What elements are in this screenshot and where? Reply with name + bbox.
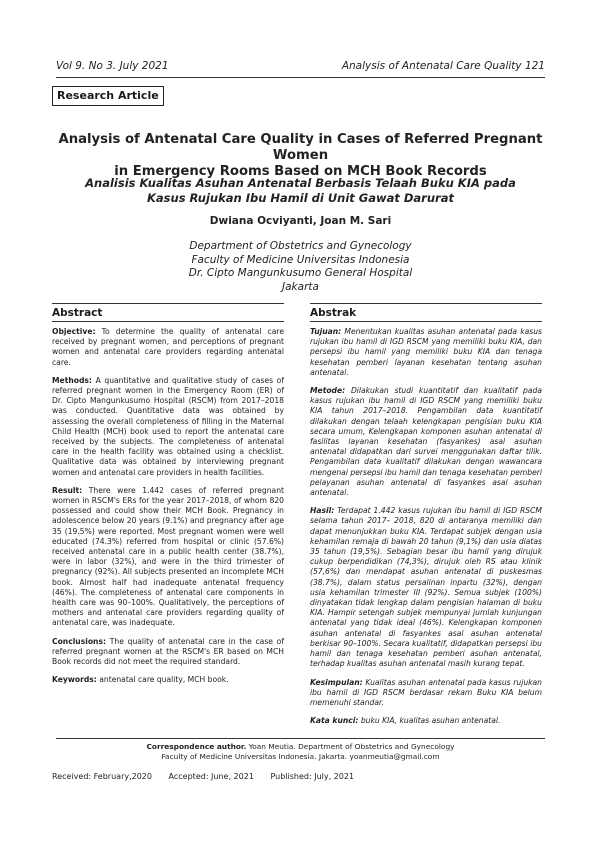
section-text: Terdapat 1.442 kasus rujukan ibu hamil di IGD RSCM selama tahun 2017– 2018, 820 di antaranya memiliki dan dapat menunjukkan buku KIA. Terdapat subjek dengan usia kehamilan remaja di bawah 20 tahun (9,1%) dan usia diatas 35 tahun (19,5%). Sebagian besar ibu hamil yang dirujuk cukup berpendidikan (74,3%), dirujuk oleh RS atau klinik (57,6%) dan mendapat asuhan antenatal di puskesmas (38.7%), dalam status persalinan inpartu (32%), dengan usia kehamilan trimester III (92%). Semua subjek (100%) dinyatakan tidak lengkap dalam pengisian halaman di buku KIA. Hampir setengah subjek mempunyai jumlah kunjungan antenatal yang tidak ideal (46%). Kelengkapan komponen asuhan antenatal di fasyankes asal asuhan antenatal berkisar 90–100%. Secara kualitatif, didapatkan persepsi ibu hamil dan tenaga kesehatan pemberi asuhan antenatal, terhadap kualitas asuhan antenatal masih kurang tepat. — [310, 506, 542, 669]
article-type-badge: Research Article — [52, 86, 164, 106]
section-label: Objective: — [52, 327, 96, 336]
correspondence-line: Faculty of Medicine Universitas Indonesia. Jakarta. yoanmeutia@gmail.com — [161, 752, 440, 761]
section-text: To determine the quality of antenatal care received by pregnant women, and perceptions of pregnant women and antenatal care providers regarding antenatal care. — [52, 327, 284, 367]
abstrak-kesimpulan — [310, 678, 542, 709]
section-label: Tujuan: — [310, 327, 342, 336]
section-text: buku KIA, kualitas asuhan antenatal. — [360, 716, 501, 726]
abstract-methods — [52, 376, 284, 478]
abstrak-heading: Abstrak — [310, 307, 357, 319]
abstract-objective — [52, 327, 284, 368]
section-label: Hasil: — [310, 506, 335, 516]
footer-divider — [56, 738, 545, 739]
affiliation-line: Jakarta — [282, 280, 319, 293]
section-text: Menentukan kualitas asuhan antenatal pada kasus rujukan ibu hamil di IGD RSCM yang memiliki buku KIA, dan persepsi ibu hamil yang memiliki buku KIA dan tenaga kesehatan pemberi layanan kesehatan tentang asuhan antenatal. — [310, 327, 542, 377]
header-divider — [56, 77, 545, 78]
abstrak-heading-rule — [310, 321, 542, 322]
subtitle-line: Kasus Rujukan Ibu Hamil di Unit Gawat Darurat — [147, 191, 454, 205]
publication-dates — [52, 772, 452, 781]
section-label: Kata kunci: — [310, 716, 359, 726]
correspondence-label: Correspondence author. — [146, 742, 247, 751]
abstrak-hasil — [310, 506, 542, 669]
section-label: Conclusions: — [52, 636, 107, 646]
section-label: Kesimpulan: — [310, 677, 363, 687]
abstrak-tujuan — [310, 327, 542, 378]
running-title-page: Analysis of Antenatal Care Quality 121 — [341, 60, 545, 72]
section-label: Methods: — [52, 375, 92, 385]
correspondence-text: Yoan Meutia. Department of Obstetrics and Gynecology — [248, 742, 455, 751]
received-date: Received: February,2020 — [52, 772, 152, 781]
abstract-heading: Abstract — [52, 307, 103, 319]
published-date: Published: July, 2021 — [270, 772, 355, 781]
article-title — [56, 132, 545, 180]
section-text: Dilakukan studi kuantitatif dan kualitatif pada kasus rujukan ibu hamil di IGD RSCM yang memiliki buku KIA tahun 2017–2018. Pengambilan data kuantitatif dilakukan dengan telaah kelengkapan pengisian buku KIA secara umum, Kelengkapan komponen asuhan antenatal di fasilitas layanan kesehatan (fasyankes) asal asuhan antenatal didapatkan dari survei menggunakan daftar tilik. Pengambilan data kualitatif dilakukan dengan wawancara mengenai persepsi ibu hamil dan tenaga kesehatan pemberi pelayanan asuhan antenatal di fasyankes asal asuhan antenatal. — [310, 386, 542, 498]
section-text: There were 1.442 cases of referred pregnant women in RSCM's ERs for the year 2017–2018, of whom 820 possessed and could show their MCH Book. Pregnancy in adolescence below 20 years (9.1%) and pregnancy after age 35 (19.5%) were reported. Most pregnant women were well educated (74.3%) referred from hospital or clinic (57.6%) received antenatal care in a public health center (38.7%), were in labor (32%), and were in the third trimester of pregnancy (92%). All subjects presented an incomplete MCH book. Almost half had inadequate antenatal frequency (46%). The completeness of antenatal care components in health care was 90–100%. Qualitatively, the perceptions of mothers and antenatal care providers regarding quality of antenatal care, was inadequate. — [52, 485, 284, 628]
affiliation-line: Department of Obstetrics and Gynecology — [189, 240, 412, 252]
section-label: Keywords: — [52, 675, 97, 685]
abstrak-top-rule — [310, 303, 542, 304]
article-subtitle — [56, 176, 545, 206]
title-line: Analysis of Antenatal Care Quality in Cases of Referred Pregnant Women — [58, 132, 543, 163]
author-list: Dwiana Ocviyanti, Joan M. Sari — [209, 215, 392, 227]
correspondence-line — [56, 742, 545, 752]
journal-volume: Vol 9. No 3. July 2021 — [56, 60, 169, 72]
affiliation-line: Dr. Cipto Mangunkusumo General Hospital — [188, 267, 413, 279]
section-text: Kualitas asuhan antenatal pada kasus rujukan ibu hamil di IGD RSCM berdasar rekam Buku KIA belum memenuhi standar. — [310, 677, 542, 707]
section-text: A quantitative and qualitative study of cases of referred pregnant women in the Emergency Room (ER) of Dr. Cipto Mangunkusumo Hospital (RSCM) from 2017–2018 was conducted. Quantitative data was obtained by assessing the overall completeness of filling in the Maternal Child Health (MCH) book used to report the antenatal care received by the subjects. The completeness of antenatal care in the health facility was obtained using a checklist. Qualitative data was obtained by interviewing pregnant women and antenatal care providers in health facilities. — [52, 375, 284, 477]
section-label: Metode: — [310, 386, 346, 396]
abstract-result — [52, 486, 284, 629]
abstrak-kata-kunci — [310, 716, 542, 726]
abstract-column — [52, 303, 284, 694]
affiliation — [56, 240, 545, 294]
abstrak-column — [310, 303, 542, 734]
abstrak-metode — [310, 386, 542, 498]
abstract-conclusions — [52, 637, 284, 668]
correspondence-note — [56, 742, 545, 762]
running-header — [56, 60, 545, 76]
abstract-heading-rule — [52, 321, 284, 322]
section-text: antenatal care quality, MCH book. — [99, 675, 229, 685]
subtitle-line: Analisis Kualitas Asuhan Antenatal Berbasis Telaah Buku KIA pada — [85, 176, 516, 190]
accepted-date: Accepted: June, 2021 — [168, 772, 254, 781]
section-text: The quality of antenatal care in the case of referred pregnant women at the RSCM's ER based on MCH Book records did not meet the required standard. — [52, 636, 285, 667]
title-line: in Emergency Rooms Based on MCH Book Records — [114, 164, 487, 179]
section-label: Result: — [52, 485, 83, 495]
abstract-top-rule — [52, 303, 284, 304]
affiliation-line: Faculty of Medicine Universitas Indonesia — [191, 253, 410, 266]
abstract-keywords — [52, 675, 284, 685]
